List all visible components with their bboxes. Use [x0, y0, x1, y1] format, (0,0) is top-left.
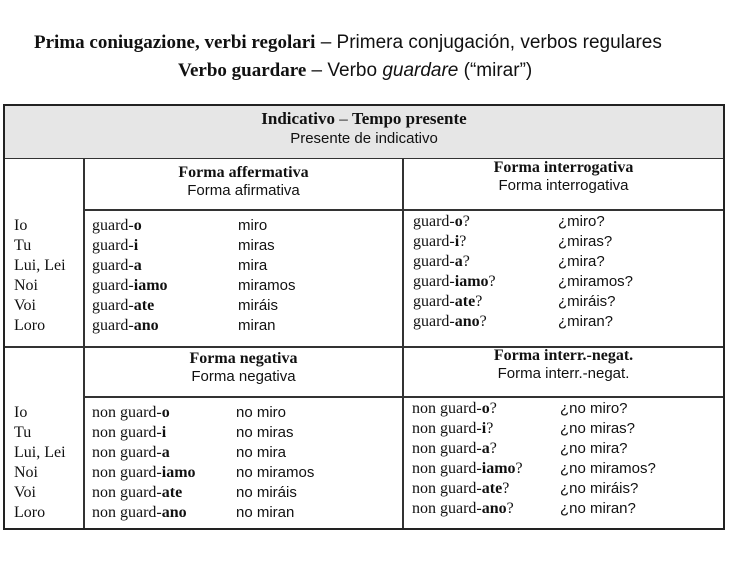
translation: no mira	[236, 444, 287, 461]
verb-form	[92, 296, 168, 316]
question-mark: ?	[462, 253, 470, 270]
verb-stem: non guard-	[412, 400, 482, 417]
translation: ¿miran?	[558, 313, 614, 330]
translation: miráis	[238, 297, 278, 314]
section-interrogativa-subtitle: Forma interrogativa	[498, 177, 629, 194]
section-affermativa-title: Forma affermativa	[178, 164, 309, 181]
verb-stem: guard-	[92, 237, 134, 254]
verb-stem: guard-	[92, 217, 134, 234]
subtitle-spanish-pre: – Verbo	[306, 60, 383, 81]
verb-ending: ano	[133, 317, 159, 334]
section-negativa-subtitle: Forma negativa	[191, 368, 296, 385]
verb-form	[412, 419, 523, 439]
pronoun-list-bottom	[14, 403, 66, 523]
translation: ¿no miras?	[560, 420, 636, 437]
section-interr-negat-header	[404, 347, 723, 382]
verb-ending: iamo	[161, 464, 196, 481]
verb-form	[92, 463, 196, 483]
verb-ending: iamo	[481, 460, 516, 477]
translation: no miran	[236, 504, 295, 521]
pronoun: Noi	[14, 277, 38, 294]
pronoun-list-top	[14, 216, 66, 336]
verb-stem: non guard-	[92, 444, 162, 461]
verb-ending: ano	[454, 313, 480, 330]
question-mark: ?	[489, 400, 497, 417]
indicativo-mood: Indicativo	[261, 109, 335, 128]
translation: ¿no miramos?	[560, 460, 656, 477]
translation: ¿no mira?	[560, 440, 628, 457]
translation: ¿no miran?	[560, 500, 636, 517]
verb-ending: i	[133, 237, 139, 254]
subtitle-italian: Verbo guardare	[178, 60, 307, 81]
verb-form	[413, 292, 496, 312]
row-divider-header-bottom	[83, 396, 723, 398]
page-title	[34, 32, 662, 54]
column-divider-pronouns	[83, 158, 85, 528]
interr-negat-forms	[412, 399, 523, 519]
verb-stem: non guard-	[412, 420, 482, 437]
verb-stem: non guard-	[412, 460, 482, 477]
indicativo-title	[5, 109, 723, 129]
conjugation-table	[3, 104, 725, 530]
translation: ¿miramos?	[558, 273, 634, 290]
verb-stem: non guard-	[92, 484, 162, 501]
indicativo-header	[5, 106, 723, 159]
verb-stem: guard-	[92, 297, 134, 314]
pronoun: Io	[14, 217, 28, 234]
subtitle-spanish-post: (“mirar”)	[458, 60, 533, 81]
verb-form	[92, 503, 196, 523]
question-mark: ?	[459, 233, 467, 250]
translation: ¿no miráis?	[560, 480, 639, 497]
verb-stem: guard-	[413, 253, 455, 270]
pronoun: Voi	[14, 297, 36, 314]
translation: miro	[238, 217, 268, 234]
verb-form	[92, 236, 168, 256]
verb-ending: a	[161, 444, 170, 461]
section-negativa-header	[85, 350, 402, 385]
verb-stem: non guard-	[92, 404, 162, 421]
verb-ending: o	[133, 217, 142, 234]
verb-stem: non guard-	[92, 464, 162, 481]
verb-form	[92, 423, 196, 443]
verb-form	[413, 252, 496, 272]
page-subtitle	[178, 60, 532, 82]
translation: ¿miráis?	[558, 293, 616, 310]
verb-ending: a	[454, 253, 463, 270]
verb-stem: guard-	[413, 273, 455, 290]
interrogativa-translations	[558, 212, 633, 332]
section-affermativa-header	[85, 164, 402, 199]
verb-form	[92, 316, 168, 336]
verb-stem: guard-	[413, 293, 455, 310]
verb-ending: ate	[161, 484, 183, 501]
section-interrogativa-title: Forma interrogativa	[493, 159, 634, 176]
question-mark: ?	[475, 293, 483, 310]
translation: miras	[238, 237, 275, 254]
verb-ending: ate	[481, 480, 503, 497]
verb-ending: o	[481, 400, 490, 417]
affermativa-forms	[92, 216, 168, 336]
interr-negat-translations	[560, 399, 656, 519]
verb-form	[92, 443, 196, 463]
translation: ¿no miro?	[560, 400, 628, 417]
verb-form	[412, 499, 523, 519]
verb-stem: guard-	[413, 233, 455, 250]
indicativo-separator: –	[334, 109, 352, 128]
verb-form	[92, 483, 196, 503]
verb-form	[92, 256, 168, 276]
translation: miran	[238, 317, 276, 334]
question-mark: ?	[462, 213, 470, 230]
verb-ending: ate	[454, 293, 476, 310]
translation: miramos	[238, 277, 296, 294]
pronoun: Voi	[14, 484, 36, 501]
affermativa-translations	[238, 216, 296, 336]
title-italian: Prima coniugazione, verbi regolari	[34, 32, 316, 53]
verb-ending: ate	[133, 297, 155, 314]
pronoun: Io	[14, 404, 28, 421]
pronoun: Loro	[14, 317, 46, 334]
translation: no miráis	[236, 484, 297, 501]
indicativo-subtitle: Presente de indicativo	[290, 130, 438, 147]
translation: ¿miras?	[558, 233, 613, 250]
translation: no miro	[236, 404, 287, 421]
verb-stem: non guard-	[412, 500, 482, 517]
verb-form	[413, 272, 496, 292]
question-mark: ?	[489, 440, 497, 457]
pronoun: Tu	[14, 237, 32, 254]
verb-ending: ano	[481, 500, 507, 517]
row-divider-header-top	[83, 209, 723, 211]
verb-ending: iamo	[454, 273, 489, 290]
verb-ending: a	[133, 257, 142, 274]
pronoun: Lui, Lei	[14, 444, 66, 461]
verb-ending: a	[481, 440, 490, 457]
verb-form	[413, 232, 496, 252]
verb-stem: guard-	[92, 277, 134, 294]
pronoun: Loro	[14, 504, 46, 521]
translation: mira	[238, 257, 268, 274]
verb-stem: guard-	[92, 317, 134, 334]
interrogativa-forms	[413, 212, 496, 332]
question-mark: ?	[488, 273, 496, 290]
translation: ¿miro?	[558, 213, 605, 230]
verb-form	[92, 276, 168, 296]
translation: no miras	[236, 424, 294, 441]
verb-stem: guard-	[413, 313, 455, 330]
section-negativa-title: Forma negativa	[189, 350, 298, 367]
title-spanish: – Primera conjugación, verbos regulares	[315, 32, 662, 53]
question-mark: ?	[502, 480, 510, 497]
verb-ending: ano	[161, 504, 187, 521]
verb-stem: non guard-	[412, 480, 482, 497]
column-divider-forms	[402, 158, 404, 528]
verb-ending: iamo	[133, 277, 168, 294]
verb-stem: guard-	[413, 213, 455, 230]
verb-ending: i	[454, 233, 460, 250]
section-affermativa-subtitle: Forma afirmativa	[187, 182, 300, 199]
verb-form	[92, 216, 168, 236]
question-mark: ?	[486, 420, 494, 437]
question-mark: ?	[515, 460, 523, 477]
negativa-translations	[236, 403, 314, 523]
verb-form	[412, 459, 523, 479]
verb-ending: o	[161, 404, 170, 421]
question-mark: ?	[506, 500, 514, 517]
question-mark: ?	[479, 313, 487, 330]
section-interr-negat-subtitle: Forma interr.-negat.	[497, 365, 630, 382]
section-interr-negat-title: Forma interr.-negat.	[493, 347, 634, 364]
negativa-forms	[92, 403, 196, 523]
pronoun: Tu	[14, 424, 32, 441]
verb-form	[412, 479, 523, 499]
indicativo-tense: Tempo presente	[351, 109, 467, 128]
subtitle-spanish-verb: guardare	[382, 60, 459, 81]
verb-form	[412, 439, 523, 459]
section-interrogativa-header	[404, 159, 723, 194]
pronoun: Noi	[14, 464, 38, 481]
verb-ending: i	[481, 420, 487, 437]
pronoun: Lui, Lei	[14, 257, 66, 274]
verb-stem: non guard-	[92, 504, 162, 521]
verb-stem: guard-	[92, 257, 134, 274]
verb-ending: i	[161, 424, 167, 441]
verb-form	[413, 312, 496, 332]
verb-stem: non guard-	[412, 440, 482, 457]
verb-form	[92, 403, 196, 423]
verb-stem: non guard-	[92, 424, 162, 441]
verb-form	[412, 399, 523, 419]
translation: no miramos	[236, 464, 315, 481]
translation: ¿mira?	[558, 253, 605, 270]
verb-ending: o	[454, 213, 463, 230]
verb-form	[413, 212, 496, 232]
